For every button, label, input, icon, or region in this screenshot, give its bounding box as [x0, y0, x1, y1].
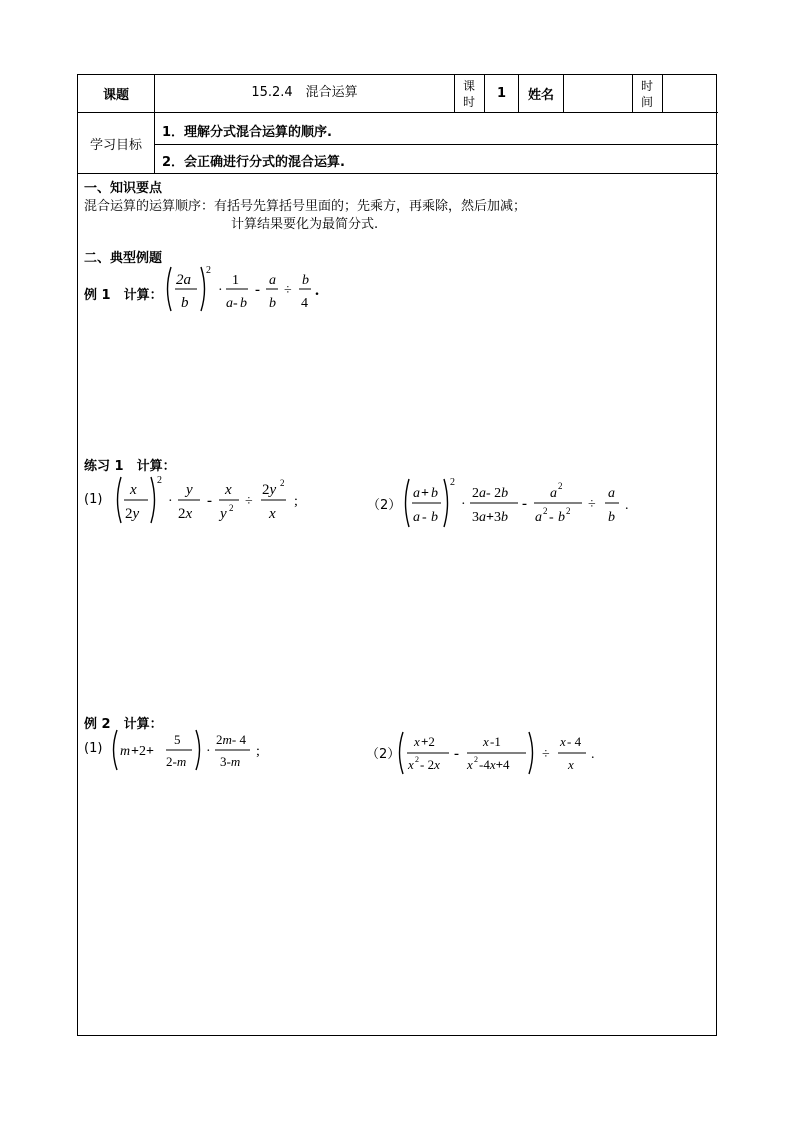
svg-text:x: x — [568, 757, 574, 772]
col-divider — [454, 75, 455, 112]
svg-text:x: x — [130, 482, 137, 498]
hours-value: 1 — [496, 86, 507, 101]
svg-text:x: x — [467, 757, 473, 772]
svg-text:2-m: 2-m — [166, 754, 187, 769]
svg-text:a: a — [413, 486, 420, 501]
example-2-label: 例 2 计算： — [84, 717, 163, 732]
svg-text:2y: 2y — [262, 482, 277, 498]
svg-text:·: · — [168, 494, 173, 509]
svg-text:2: 2 — [543, 506, 548, 516]
svg-text:b: b — [431, 510, 438, 525]
svg-text:÷: ÷ — [284, 283, 292, 298]
svg-text:b: b — [269, 296, 276, 311]
svg-text:2: 2 — [206, 265, 211, 276]
topic-label: 课题 — [102, 88, 129, 103]
practice-1a-number: (1) — [84, 492, 103, 507]
svg-text:2: 2 — [157, 475, 162, 486]
svg-text:-: - — [207, 493, 212, 509]
svg-text:2: 2 — [558, 481, 563, 491]
svg-text:-: - — [454, 746, 459, 762]
svg-text:2a: 2a — [176, 272, 191, 288]
svg-text:- 2x: - 2x — [420, 757, 440, 772]
practice-1b-formula — [400, 473, 645, 537]
svg-text:2a- 2b: 2a- 2b — [472, 486, 509, 501]
svg-text:·: · — [206, 744, 211, 759]
row-divider — [155, 144, 718, 145]
svg-text:x: x — [269, 506, 276, 522]
svg-text:2: 2 — [450, 477, 455, 488]
svg-text:a: a — [550, 486, 557, 501]
svg-text:2: 2 — [280, 478, 285, 488]
svg-text:-: - — [422, 510, 427, 525]
svg-text:a: a — [608, 486, 615, 501]
svg-text:x: x — [408, 757, 414, 772]
example-1-label: 例 1 计算： — [84, 288, 163, 303]
svg-text:3a+3b: 3a+3b — [472, 510, 508, 525]
svg-text:a: a — [413, 510, 420, 525]
topic-value: 15.2.4 混合运算 — [251, 84, 358, 100]
svg-text:÷: ÷ — [245, 494, 253, 509]
row-divider — [78, 173, 718, 174]
svg-text:2x: 2x — [178, 506, 193, 522]
svg-text:b: b — [240, 296, 247, 311]
knowledge-line-2: 计算结果要化为最简分式. — [231, 217, 379, 232]
svg-text:-1: -1 — [490, 734, 501, 749]
svg-text:2: 2 — [229, 503, 234, 513]
svg-text:+2: +2 — [421, 734, 435, 749]
svg-text:- 4: - 4 — [567, 734, 582, 749]
svg-text:2: 2 — [566, 506, 571, 516]
svg-text:+: + — [421, 486, 429, 501]
svg-text:x: x — [414, 734, 420, 749]
svg-text:+2+: +2+ — [131, 744, 154, 759]
svg-text:;: ; — [256, 744, 260, 759]
svg-text:b: b — [558, 510, 565, 525]
svg-text:y: y — [186, 482, 193, 498]
svg-text:-: - — [233, 296, 238, 311]
svg-text:3-m: 3-m — [220, 754, 241, 769]
worksheet-table — [77, 74, 717, 1036]
practice-1-label: 练习 1 计算： — [84, 459, 176, 474]
svg-text:x: x — [560, 734, 566, 749]
name-label: 姓名 — [527, 88, 554, 103]
svg-text:·: · — [461, 497, 466, 512]
svg-text:m: m — [120, 744, 131, 759]
svg-text:1: 1 — [232, 273, 239, 288]
knowledge-heading: 一、知识要点 — [84, 181, 163, 196]
svg-text:4: 4 — [301, 296, 308, 311]
svg-text:-: - — [549, 510, 554, 525]
hours-label: 课时 — [462, 79, 475, 109]
svg-text:.: . — [591, 747, 595, 762]
svg-text:.: . — [315, 282, 319, 299]
svg-text:;: ; — [294, 494, 298, 509]
name-value[interactable] — [564, 75, 632, 112]
objective-item-2: 2．会正确进行分式的混合运算. — [162, 155, 345, 170]
svg-text:2y: 2y — [125, 506, 140, 522]
svg-text:y: y — [220, 506, 227, 522]
svg-text:b: b — [302, 273, 309, 288]
svg-text:x: x — [483, 734, 489, 749]
row-divider — [78, 112, 718, 113]
svg-text:-4x+4: -4x+4 — [479, 757, 510, 772]
svg-text:b: b — [431, 486, 438, 501]
col-divider — [632, 75, 633, 112]
svg-text:b: b — [608, 510, 615, 525]
example-2b-number: （2） — [366, 747, 401, 762]
svg-text:a: a — [535, 510, 542, 525]
svg-text:÷: ÷ — [588, 497, 596, 512]
objective-item-1: 1．理解分式混合运算的顺序. — [162, 125, 332, 140]
example-1-formula — [162, 261, 342, 321]
svg-text:·: · — [218, 283, 223, 298]
examples-heading: 二、典型例题 — [84, 251, 163, 266]
svg-text:2m- 4: 2m- 4 — [216, 732, 246, 747]
svg-text:-: - — [255, 282, 260, 298]
svg-text:b: b — [181, 295, 189, 311]
practice-1b-number: （2） — [367, 498, 402, 513]
svg-text:÷: ÷ — [542, 747, 550, 762]
svg-text:2: 2 — [415, 755, 419, 764]
time-label: 时间 — [640, 79, 653, 109]
objectives-label: 学习目标 — [89, 137, 142, 153]
svg-text:a: a — [269, 273, 276, 288]
example-2a-number: (1) — [84, 741, 103, 756]
svg-text:.: . — [625, 498, 629, 513]
knowledge-line-1: 混合运算的运算顺序：有括号先算括号里面的；先乘方，再乘除，然后加减； — [84, 199, 527, 214]
svg-text:5: 5 — [174, 732, 181, 747]
svg-text:-: - — [522, 496, 527, 512]
time-value[interactable] — [663, 75, 718, 112]
svg-text:2: 2 — [474, 755, 478, 764]
example-2a-formula — [108, 725, 278, 779]
svg-text:x: x — [225, 482, 232, 498]
example-2b-formula — [394, 727, 614, 783]
svg-text:a: a — [226, 296, 233, 311]
practice-1a-formula — [112, 471, 312, 533]
